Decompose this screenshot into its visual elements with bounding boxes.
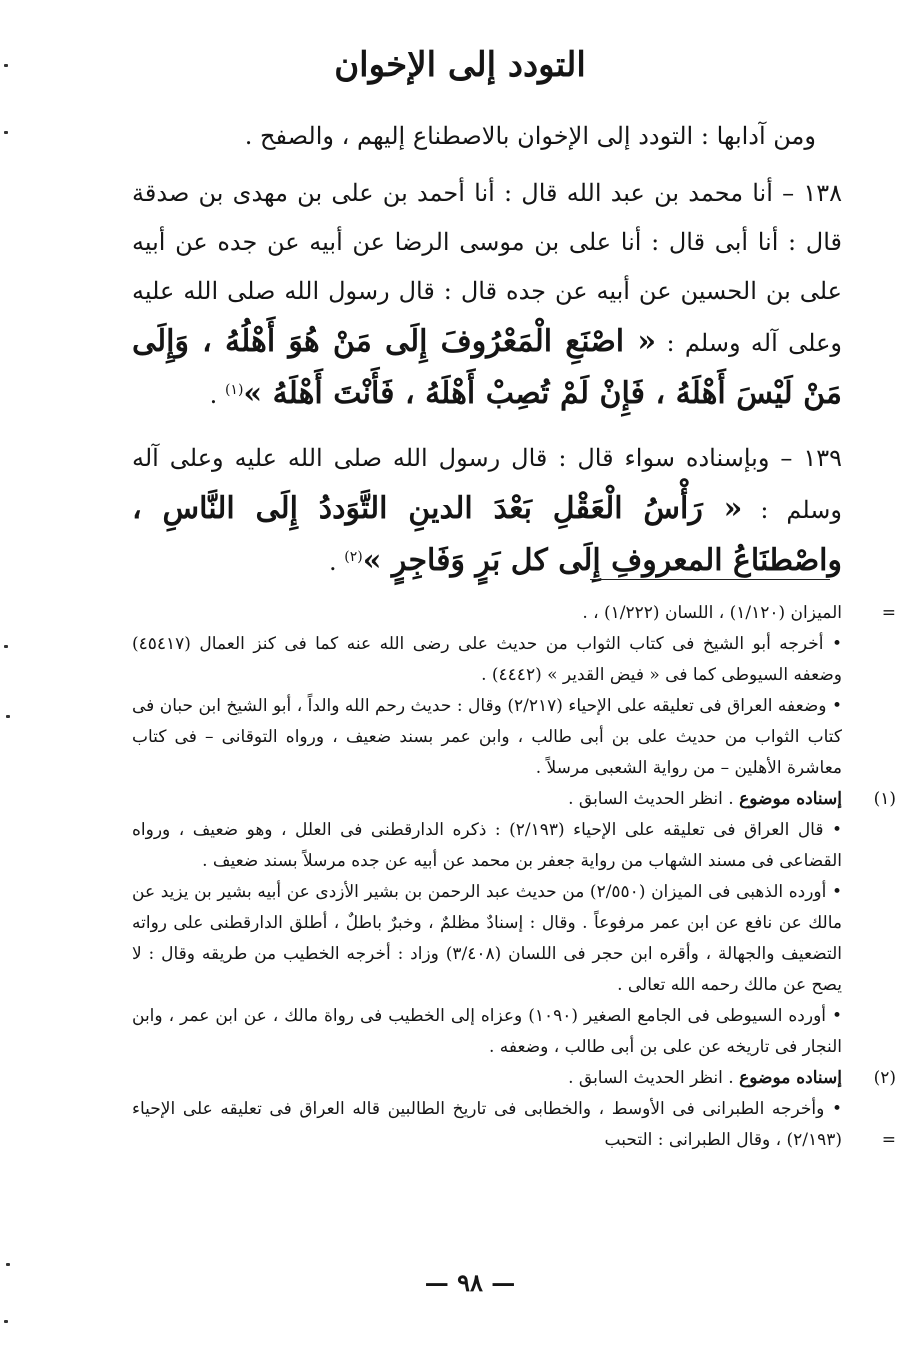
hadith-138 (132, 169, 842, 420)
main-text (132, 112, 842, 601)
continuation-marker: = (881, 603, 896, 623)
footnote-item (132, 1094, 896, 1156)
hadith-end: . (209, 381, 218, 409)
scan-mark (4, 131, 8, 134)
hadith-end: . (328, 548, 337, 576)
page-title: التودد إلى الإخوان (334, 45, 586, 85)
footnote-number: (٢) (873, 1068, 896, 1088)
footnote-item: • قال العراق فى تعليقه على الإحياء (٢/١٩٣) : ذكره الدارقطنى فى العلل ، وهو ضعيف ، ورواه القضاعى فى مسند الشهاب من رواية جعفر بن محمد عن أبيه عن جده مرسلاً بسند ضعيف . (132, 820, 842, 871)
footnote-text: . انظر الحديث السابق . (568, 1068, 734, 1088)
footnote-divider (590, 579, 830, 580)
footnote-text: . انظر الحديث السابق . (568, 789, 734, 809)
footnote-lead: إسناده موضوع (739, 1068, 842, 1088)
scan-mark (4, 1320, 8, 1323)
scan-mark (4, 645, 8, 648)
footnote-lead: إسناده موضوع (739, 789, 842, 809)
hadith-text: « رَأْسُ الْعَقْلِ بَعْدَ الدينِ التَّوَددُ إِلَى النَّاسِ ، واصْطنَاعُ المعروفِ إِلَى كل بَرٍ وَفَاجِرٍ » (132, 491, 842, 578)
hadith-139 (132, 434, 842, 587)
hadith-number: ١٣٨ (803, 179, 842, 207)
scan-mark (6, 715, 10, 718)
hadith-text: « اصْنَعِ الْمَعْرُوفَ إِلَى مَنْ هُوَ أَهْلُهُ ، وَإِلَى مَنْ لَيْسَ أَهْلَهُ ، فَإِنْ لَمْ تُصِبْ أَهْلَهُ ، فَأَنْتَ أَهْلَهُ » (132, 324, 842, 411)
hadith-chain: – وبإسناده سواء قال : قال رسول الله صلى الله عليه وعلى آله وسلم : (132, 444, 842, 524)
page-number: — ٩٨ — (424, 1268, 516, 1297)
footnote-continued (132, 598, 896, 629)
footnote-item: • أورده الذهبى فى الميزان (٢/٥٥٠) من حديث عبد الرحمن بن بشير الأزدى عن أبيه بشير بن يزيد عن مالك عن نافع عن ابن عمر مرفوعاً . وقال : إسنادٌ مظلمٌ ، وخبرٌ باطلٌ ، أطلق الدارقطنى على رواته التضعيف والجهالة ، وأقره ابن حجر فى اللسان (٣/٤٠٨) وزاد : أخرجه الخطيب من طريقه وقال : لا يصح عن مالك رحمه الله تعالى . (132, 882, 843, 995)
footnote-1 (132, 784, 896, 815)
continuation-marker: = (881, 1130, 896, 1150)
intro-paragraph: ومن آدابها : التودد إلى الإخوان بالاصطناع إليهم ، والصفح . (244, 122, 816, 150)
footnotes (132, 598, 896, 1156)
scan-mark (4, 64, 8, 67)
footnote-item: • وضعفه العراق فى تعليقه على الإحياء (٢/٢١٧) وقال : حديث رحم الله والداً ، أبو الشيخ ابن حبان فى كتاب الثواب من حديث على بن أبى طالب ، وابن عمر بسند ضعيف ، ورواه التوقانى – فى كتاب معاشرة الأهلين – من رواية الشعبى مرسلاً . (132, 696, 842, 778)
footnote-ref-1: (١) (224, 382, 244, 398)
footnote-text: الميزان (١/١٢٠) ، اللسان (١/٢٢٢) ، . (582, 603, 842, 623)
footnote-number: (١) (873, 789, 896, 809)
footnote-item-text: • وأخرجه الطبرانى فى الأوسط ، والخطابى فى تاريخ الطالبين قاله العراق فى تعليقه على الإحياء (٢/١٩٣) ، وقال الطبرانى : التحبب (132, 1099, 843, 1150)
footnote-ref-2: (٢) (344, 549, 363, 565)
footnote-item: • أخرجه أبو الشيخ فى كتاب الثواب من حديث على رضى الله عنه كما فى كنز العمال (٤٥٤١٧) وضعفه السيوطى كما فى « فيض القدير » (٤٤٤٢) . (132, 634, 842, 685)
hadith-chain: – أنا محمد بن عبد الله قال : أنا أحمد بن على بن مهدى بن صدقة قال : أنا أبى قال : أنا على بن موسى الرضا عن أبيه عن جده عن أبيه على بن الحسين عن أبيه عن جده قال : قال رسول الله صلى الله عليه وعلى آله وسلم : (132, 179, 843, 357)
footnote-item: • أورده السيوطى فى الجامع الصغير (١٠٩٠) وعزاه إلى الخطيب فى رواة مالك ، عن ابن عمر ، وابن النجار فى تاريخه عن على بن أبى طالب ، وضعفه . (132, 1006, 843, 1057)
footnote-2 (132, 1063, 896, 1094)
scan-mark (6, 1263, 10, 1266)
hadith-number: ١٣٩ (803, 444, 842, 472)
